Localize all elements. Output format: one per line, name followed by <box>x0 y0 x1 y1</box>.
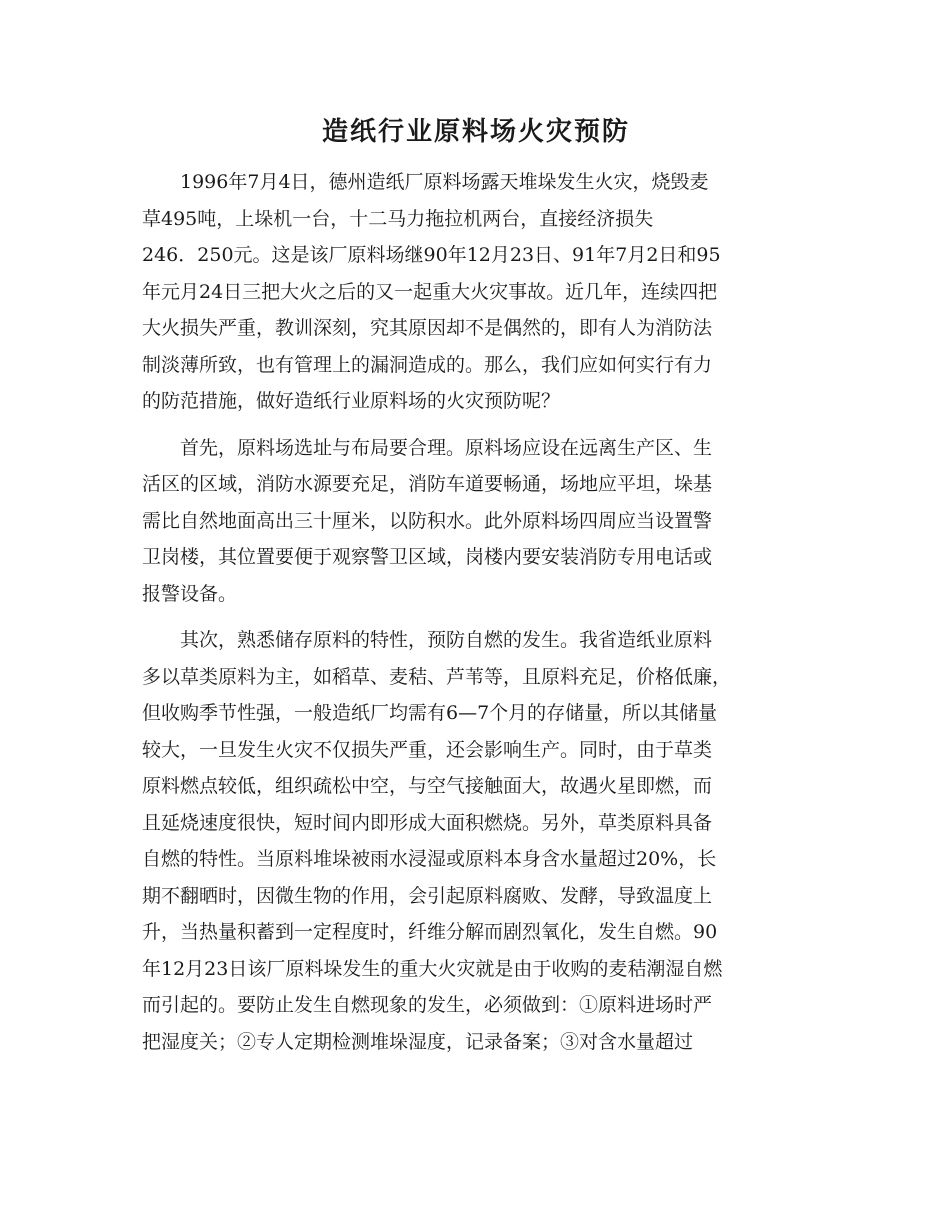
text-line: 大火损失严重，教训深刻，究其原因却不是偶然的，即有人为消防法 <box>142 317 713 339</box>
text-line: 原料燃点较低，组织疏松中空，与空气接触面大，故遇火星即燃，而 <box>142 775 713 797</box>
document-title: 造纸行业原料场火灾预防 <box>321 117 630 147</box>
text-line: 期不翻晒时，因微生物的作用，会引起原料腐败、发酵，导致温度上 <box>142 884 713 907</box>
text-line: 自燃的特性。当原料堆垛被雨水浸湿或原料本身含水量超过20%，长 <box>142 848 717 870</box>
text-line: 卫岗楼，其位置要便于观察警卫区域，岗楼内要安装消防专用电话或 <box>142 546 713 568</box>
text-line: 1996年7月4日，德州造纸厂原料场露天堆垛发生火灾，烧毁麦 <box>180 171 709 193</box>
text-line: 且延烧速度很快，短时间内即形成大面积燃烧。另外，草类原料具备 <box>142 811 713 834</box>
text-line: 需比自然地面高出三十厘米，以防积水。此外原料场四周应当设置警 <box>142 509 713 532</box>
text-line: 升，当热量积蓄到一定程度时，纤维分解而剧烈氧化，发生自燃。90 <box>142 921 718 943</box>
text-line: 草495吨，上垛机一台，十二马力拖拉机两台，直接经济损失 <box>142 207 654 230</box>
text-line: 年元月24日三把大火之后的又一起重大火灾事故。近几年，连续四把 <box>142 280 718 303</box>
text-line: 较大，一旦发生火灾不仅损失严重，还会影响生产。同时，由于草类 <box>142 738 713 761</box>
document-page <box>142 112 810 1070</box>
text-line: 但收购季节性强，一般造纸厂均需有6—7个月的存储量，所以其储量 <box>142 702 718 724</box>
text-line: 把湿度关；②专人定期检测堆垛湿度，记录备案；③对含水量超过 <box>142 1030 694 1053</box>
text-line: 活区的区域，消防水源要充足，消防车道要畅通，场地应平坦，垛基 <box>142 473 713 495</box>
text-line: 制淡薄所致，也有管理上的漏洞造成的。那么，我们应如何实行有力 <box>142 353 713 376</box>
text-line: 首先，原料场选址与布局要合理。原料场应设在远离生产区、生 <box>180 436 713 459</box>
text-line: 报警设备。 <box>142 582 238 605</box>
text-line: 而引起的。要防止发生自燃现象的发生，必须做到：①原料进场时严 <box>142 994 713 1016</box>
paragraph-1 <box>142 164 810 420</box>
text-line: 其次，熟悉储存原料的特性，预防自燃的发生。我省造纸业原料 <box>180 629 713 651</box>
text-line: 多以草类原料为主，如稻草、麦秸、芦苇等，且原料充足，价格低廉， <box>142 665 732 688</box>
text-line: 246．250元。这是该厂原料场继90年12月23日、91年7月2日和95 <box>142 244 721 266</box>
text-line: 年12月23日该厂原料垛发生的重大火灾就是由于收购的麦秸潮湿自燃 <box>142 957 723 980</box>
paragraph-3 <box>142 622 810 1060</box>
text-line: 的防范措施，做好造纸行业原料场的火灾预防呢？ <box>142 390 561 412</box>
paragraph-2 <box>142 430 810 613</box>
